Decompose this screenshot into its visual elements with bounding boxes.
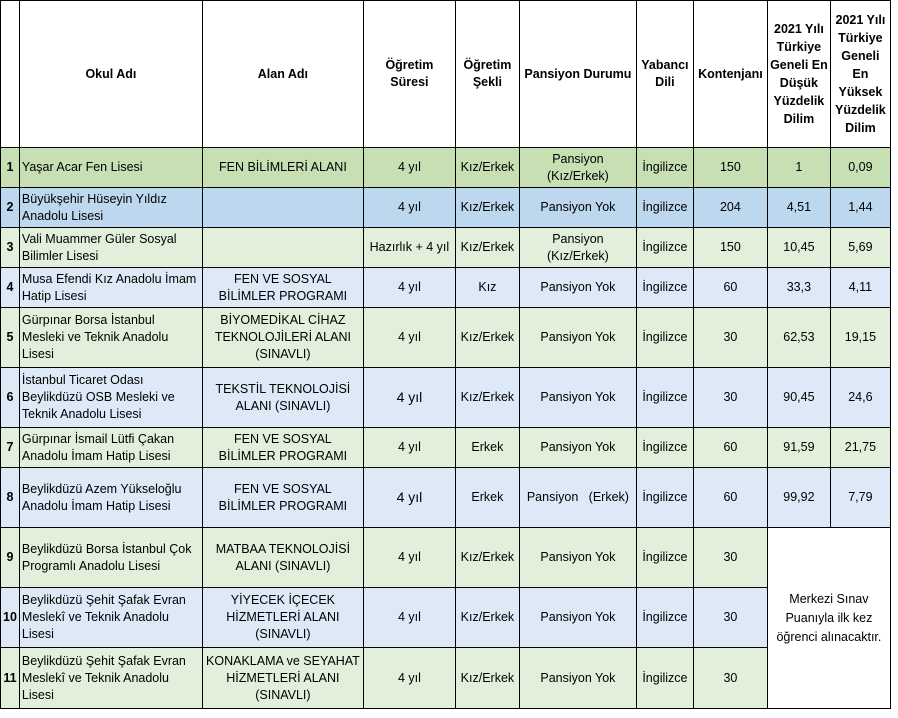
field-name: FEN VE SOSYAL BİLİMLER PROGRAMI	[202, 468, 363, 528]
school-name: Beylikdüzü Azem Yükseloğlu Anadolu İmam Hatip Lisesi	[19, 468, 202, 528]
school-name: Vali Muammer Güler Sosyal Bilimler Lisesi	[19, 228, 202, 268]
duration: 4 yıl	[363, 468, 455, 528]
lowest-percentile: 4,51	[767, 188, 830, 228]
table-row	[1, 268, 891, 308]
highest-percentile: 5,69	[830, 228, 890, 268]
education-type: Kız/Erkek	[455, 148, 519, 188]
education-type: Kız/Erkek	[455, 308, 519, 368]
quota: 30	[693, 528, 767, 588]
highest-percentile: 21,75	[830, 428, 890, 468]
lowest-percentile: 10,45	[767, 228, 830, 268]
dorm-status: Pansiyon Yok	[519, 368, 636, 428]
duration: 4 yıl	[363, 428, 455, 468]
lowest-percentile: 1	[767, 148, 830, 188]
field-name: YİYECEK İÇECEK HİZMETLERİ ALANI (SINAVLI)	[202, 588, 363, 648]
highest-percentile: 7,79	[830, 468, 890, 528]
row-number: 8	[1, 468, 20, 528]
dorm-status: Pansiyon Yok	[519, 528, 636, 588]
header-no	[1, 1, 20, 148]
table-row	[1, 428, 891, 468]
header-row	[1, 1, 891, 148]
dorm-status: Pansiyon (Kız/Erkek)	[519, 148, 636, 188]
duration: Hazırlık + 4 yıl	[363, 228, 455, 268]
education-type: Kız/Erkek	[455, 228, 519, 268]
dorm-status: Pansiyon Yok	[519, 648, 636, 709]
table-row	[1, 528, 891, 588]
language: İngilizce	[636, 528, 693, 588]
duration: 4 yıl	[363, 268, 455, 308]
education-type: Kız/Erkek	[455, 368, 519, 428]
school-name: Beylikdüzü Şehit Şafak Evran Meslekî ve Teknik Anadolu Lisesi	[19, 648, 202, 709]
education-type: Kız/Erkek	[455, 528, 519, 588]
row-number: 9	[1, 528, 20, 588]
highest-percentile: 24,6	[830, 368, 890, 428]
table-row	[1, 468, 891, 528]
education-type: Erkek	[455, 468, 519, 528]
row-number: 6	[1, 368, 20, 428]
row-number: 11	[1, 648, 20, 709]
duration: 4 yıl	[363, 588, 455, 648]
header-quota: Kontenjanı	[693, 1, 767, 148]
quota: 30	[693, 308, 767, 368]
school-name: Beylikdüzü Borsa İstanbul Çok Programlı Anadolu Lisesi	[19, 528, 202, 588]
dorm-status: Pansiyon Yok	[519, 188, 636, 228]
row-number: 10	[1, 588, 20, 648]
duration: 4 yıl	[363, 308, 455, 368]
lowest-percentile: 90,45	[767, 368, 830, 428]
field-name	[202, 228, 363, 268]
header-duration: Öğretim Süresi	[363, 1, 455, 148]
education-type: Kız/Erkek	[455, 188, 519, 228]
duration: 4 yıl	[363, 148, 455, 188]
school-name: Yaşar Acar Fen Lisesi	[19, 148, 202, 188]
school-name: Büyükşehir Hüseyin Yıldız Anadolu Lisesi	[19, 188, 202, 228]
duration: 4 yıl	[363, 368, 455, 428]
school-name: Gürpınar İsmail Lütfi Çakan Anadolu İmam Hatip Lisesi	[19, 428, 202, 468]
education-type: Kız/Erkek	[455, 648, 519, 709]
highest-percentile: 19,15	[830, 308, 890, 368]
school-name: İstanbul Ticaret Odası Beylikdüzü OSB Mesleki ve Teknik Anadolu Lisesi	[19, 368, 202, 428]
language: İngilizce	[636, 428, 693, 468]
table-row	[1, 308, 891, 368]
field-name: FEN VE SOSYAL BİLİMLER PROGRAMI	[202, 268, 363, 308]
field-name: KONAKLAMA ve SEYAHAT HİZMETLERİ ALANI (SINAVLI)	[202, 648, 363, 709]
school-name: Gürpınar Borsa İstanbul Mesleki ve Teknik Anadolu Lisesi	[19, 308, 202, 368]
quota: 30	[693, 368, 767, 428]
language: İngilizce	[636, 648, 693, 709]
highest-percentile: 0,09	[830, 148, 890, 188]
language: İngilizce	[636, 228, 693, 268]
duration: 4 yıl	[363, 648, 455, 709]
dorm-status: Pansiyon (Erkek)	[519, 468, 636, 528]
duration: 4 yıl	[363, 528, 455, 588]
header-lang: Yabancı Dili	[636, 1, 693, 148]
header-school: Okul Adı	[19, 1, 202, 148]
table-row	[1, 648, 891, 709]
header-type: Öğretim Şekli	[455, 1, 519, 148]
school-name: Musa Efendi Kız Anadolu İmam Hatip Lisesi	[19, 268, 202, 308]
field-name: BİYOMEDİKAL CİHAZ TEKNOLOJİLERİ ALANI (SINAVLI)	[202, 308, 363, 368]
table-row	[1, 188, 891, 228]
dorm-status: Pansiyon (Kız/Erkek)	[519, 228, 636, 268]
language: İngilizce	[636, 368, 693, 428]
header-field: Alan Adı	[202, 1, 363, 148]
header-dorm: Pansiyon Durumu	[519, 1, 636, 148]
language: İngilizce	[636, 308, 693, 368]
table-row	[1, 228, 891, 268]
education-type: Kız	[455, 268, 519, 308]
row-number: 5	[1, 308, 20, 368]
table-row	[1, 368, 891, 428]
table-row	[1, 148, 891, 188]
quota: 30	[693, 588, 767, 648]
row-number: 3	[1, 228, 20, 268]
quota: 60	[693, 428, 767, 468]
dorm-status: Pansiyon Yok	[519, 308, 636, 368]
row-number: 1	[1, 148, 20, 188]
quota: 150	[693, 148, 767, 188]
language: İngilizce	[636, 268, 693, 308]
dorm-status: Pansiyon Yok	[519, 268, 636, 308]
lowest-percentile: 62,53	[767, 308, 830, 368]
lowest-percentile: 91,59	[767, 428, 830, 468]
quota: 60	[693, 268, 767, 308]
education-type: Erkek	[455, 428, 519, 468]
header-high: 2021 Yılı Türkiye Geneli En Yüksek Yüzdelik Dilim	[830, 1, 890, 148]
header-low: 2021 Yılı Türkiye Geneli En Düşük Yüzdelik Dilim	[767, 1, 830, 148]
education-type: Kız/Erkek	[455, 588, 519, 648]
quota: 204	[693, 188, 767, 228]
row-number: 4	[1, 268, 20, 308]
field-name: FEN BİLİMLERİ ALANI	[202, 148, 363, 188]
field-name: TEKSTİL TEKNOLOJİSİ ALANI (SINAVLI)	[202, 368, 363, 428]
quota: 150	[693, 228, 767, 268]
language: İngilizce	[636, 188, 693, 228]
duration: 4 yıl	[363, 188, 455, 228]
quota: 30	[693, 648, 767, 709]
table-row	[1, 588, 891, 648]
row-number: 2	[1, 188, 20, 228]
lowest-percentile: 33,3	[767, 268, 830, 308]
field-name: FEN VE SOSYAL BİLİMLER PROGRAMI	[202, 428, 363, 468]
dorm-status: Pansiyon Yok	[519, 588, 636, 648]
language: İngilizce	[636, 588, 693, 648]
school-name: Beylikdüzü Şehit Şafak Evran Meslekî ve Teknik Anadolu Lisesi	[19, 588, 202, 648]
field-name: MATBAA TEKNOLOJİSİ ALANI (SINAVLI)	[202, 528, 363, 588]
language: İngilizce	[636, 148, 693, 188]
field-name	[202, 188, 363, 228]
quota: 60	[693, 468, 767, 528]
highest-percentile: 4,11	[830, 268, 890, 308]
dorm-status: Pansiyon Yok	[519, 428, 636, 468]
note-cell: Merkezi Sınav Puanıyla ilk kez öğrenci alınacaktır.	[767, 528, 890, 709]
language: İngilizce	[636, 468, 693, 528]
lowest-percentile: 99,92	[767, 468, 830, 528]
highest-percentile: 1,44	[830, 188, 890, 228]
row-number: 7	[1, 428, 20, 468]
